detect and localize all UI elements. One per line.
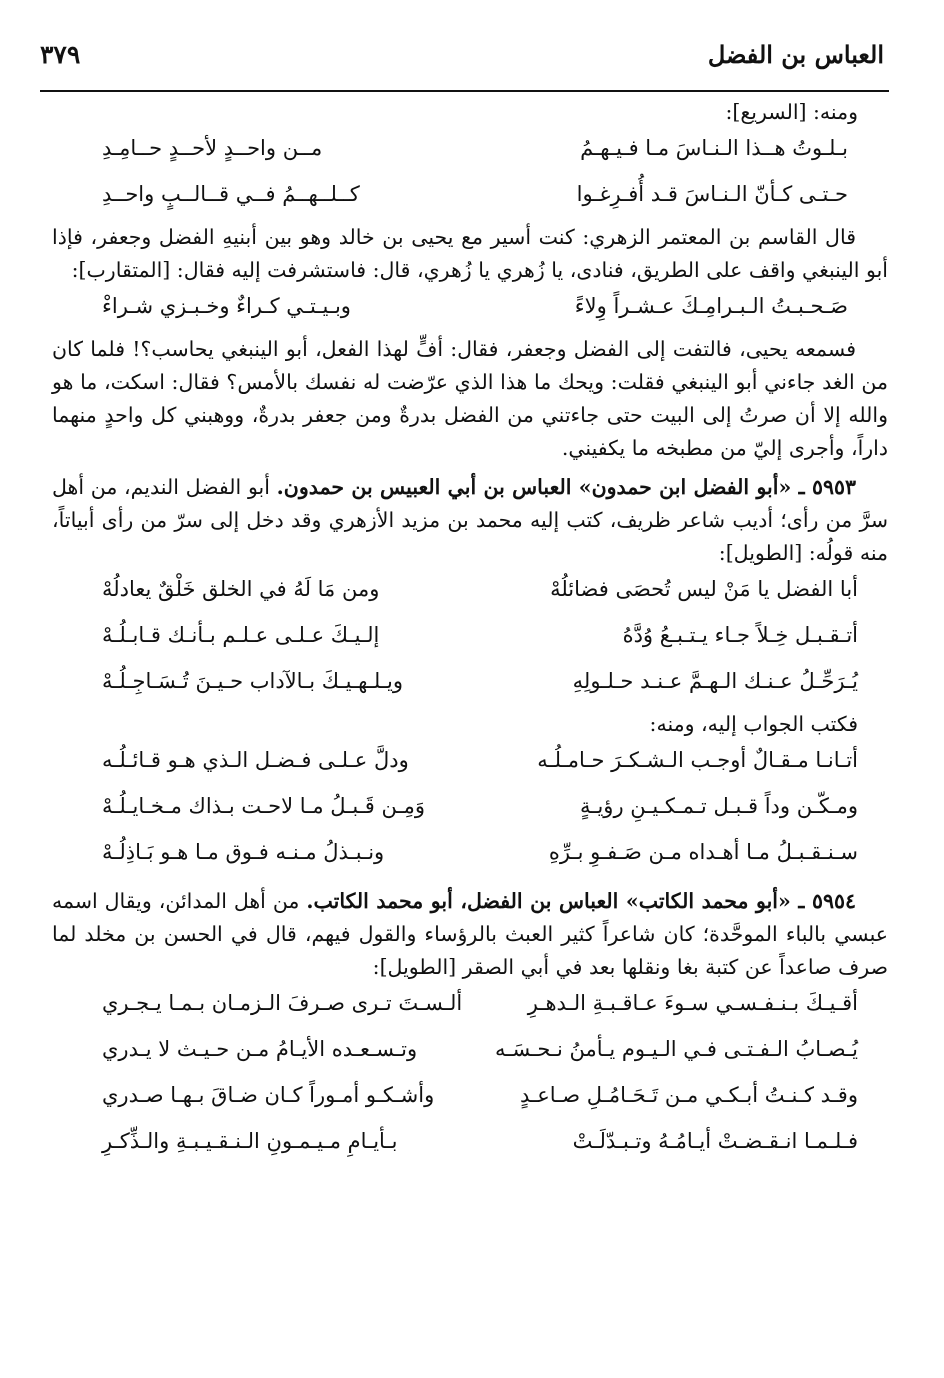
second-hemistich: بـأيـامِ مـيـمـونِ الـنـقـيـبـةِ والـذِّكـرِ [102,1129,398,1153]
first-hemistich: أتـقـبـل خِـلاً جـاء يـتـبـعُ وُدَّهُ [622,623,858,647]
verse-line [52,616,888,662]
narrative-paragraph: قال القاسم بن المعتمر الزهري: كنت أسير مع يحيى بن خالد وهو بين أبنيهِ الفضل وجعفر، فإذا أبو الينبغي واقف على الطريق، فنادى، يا زُهري يا زُهري، قال: فاستشرفت إليه فقال: [المتقارب]: [52,225,888,282]
entry-text: من أهل المدائن، ويقال اسمه عبسي بالباء الموحَّدة؛ كان شاعراً كثير العبث بالرؤساء والقول فيهم، قال في الحسن بن مخلد لما صرف صاعداً عن كتبة بغا ونقلها بعد في أبي الصقر [الطويل]: [52,889,888,979]
verse-line [52,570,888,616]
second-hemistich: وَمِـن قَـبـلُ مـا لاحـت بـذاك مـخـايـلُـهْ [102,794,426,818]
first-hemistich: يُـرَحِّـلُ عـنـك الـهـمَّ عـنـد حـلـولِهِ [572,669,858,693]
verse-line [52,287,888,333]
narrative-paragraph: فسمعه يحيى، فالتفت إلى الفضل وجعفر، فقال: أفٍّ لهذا الفعل، أبو الينبغي يحاسب؟! فلما كان من الغد جاءني أبو الينبغي فقلت: ويحك ما هذا الذي عرّضت له نفسك بالأمس؟ فقال: اسكت، ما هو والله إلا أن صرتُ إلى البيت حتى جاءتني من الفضل بدرةٌ ومن جعفر بدرةٌ، ووهبني كل واحدٍ منهما داراً، وأجرى إليّ من مطبخه ما يكفيني. [52,337,888,460]
second-hemistich: ونـبـذلُ مـنـه فـوق مـا هـو بَـاذِلُـهْ [102,840,385,864]
biography-entry-5953 [52,471,888,570]
first-hemistich: صَـحـبـتُ الـبـرامِـكَ عـشـراً وِلاءً [574,294,848,318]
entry-heading: ٥٩٥٣ ـ «أبو الفضل ابن حمدون» العباس بن أبي العبيس بن حمدون. [276,475,856,499]
first-hemistich: يُـصـابُ الـفـتـى فـي الـيـوم يـأمنُ نـحـسَـه [495,1037,858,1061]
page-body [52,96,888,1168]
verse-line [52,984,888,1030]
second-hemistich: ويـلـهـيـكَ بـالآداب حـيـنَ تُـسَـاجِـلُـهْ [102,669,404,693]
meter-label: ومنه: [السريع]: [725,100,858,124]
second-hemistich: كــلــهــمُ فــي قــالــبٍ واحــدِ [102,182,360,206]
verse-line [52,833,888,879]
page-header [40,30,884,86]
first-hemistich: سـنـقـبـلُ مـا أهـداه مـن صَـفـوِ بـرِّهِ [548,840,858,864]
first-hemistich: أقـيـكَ بـنـفـسـي سـوءَ عـاقـبـةِ الـدهـرِ [527,991,858,1015]
first-hemistich: حـتـى كـأنّ الـنـاسَ قـد أُفـرِغـوا [576,182,848,206]
reply-intro: فكتب الجواب إليه، ومنه: [649,712,858,736]
second-hemistich: وبـيـتـي كـراءٌ وخـبـزي شـراءْ [102,294,351,318]
first-hemistich: أتـانـا مـقـالٌ أوجـب الـشـكـرَ حـامـلُـه [537,748,858,772]
verse-line [52,1030,888,1076]
second-hemistich: ألـسـتَ تـرى صـرفَ الـزمـان بـمـا يـجـري [102,991,463,1015]
page-number: ٣٧٩ [40,40,81,69]
second-hemistich: ومن مَا لَهُ في الخلق خَلْقٌ يعادلُهْ [102,577,380,601]
first-hemistich: وقـد كـنـتُ أبـكـي مـن تَـحَـامُـلِ صـاعـدٍ [520,1083,858,1107]
verse-line [52,1122,888,1168]
verse-line [52,741,888,787]
second-hemistich: مــن واحــدٍ لأحــدٍ حــامِـدِ [102,136,323,160]
biography-entry-5954 [52,885,888,984]
verse-line [52,662,888,708]
verse-line [52,129,888,175]
verse-line [52,175,888,221]
second-hemistich: ودلَّ عـلـى فـضـل الـذي هـو قـائـلُـه [102,748,409,772]
first-hemistich: أبا الفضل يا مَنْ ليس تُحصَى فضائلُهْ [550,577,858,601]
second-hemistich: وتـسـعـده الأيـامُ مـن حـيـث لا يـدري [102,1037,418,1061]
second-hemistich: إلـيـكَ عـلـى عـلـم بـأنـك قـابـلُـهْ [102,623,380,647]
verse-line [52,1076,888,1122]
header-rule [40,90,889,92]
entry-text: أبو الفضل النديم، من أهل سرَّ من رأى؛ أديب شاعر ظريف، كتب إليه محمد بن مزيد الأزهري وقد دخل إلى سرّ من رأى أبياتاً، منه قولُه: [الطويل]: [52,475,888,565]
first-hemistich: فـلـمـا انـقـضـتْ أيـامُـهُ وتـبـدّلَـتْ [572,1129,858,1153]
entry-heading: ٥٩٥٤ ـ «أبو محمد الكاتب» العباس بن الفضل، أبو محمد الكاتب. [306,889,856,913]
second-hemistich: وأشـكـو أمـوراً كـان ضـاقَ بـهـا صـدري [102,1083,435,1107]
verse-line [52,787,888,833]
first-hemistich: بـلـوتُ هــذا الـنـاسَ مـا فـيـهـمُ [580,136,848,160]
first-hemistich: ومـكّـن وداً قـبـل تـمـكـيـنِ رؤيـةٍ [580,794,858,818]
running-title: العباس بن الفضل [707,40,884,69]
